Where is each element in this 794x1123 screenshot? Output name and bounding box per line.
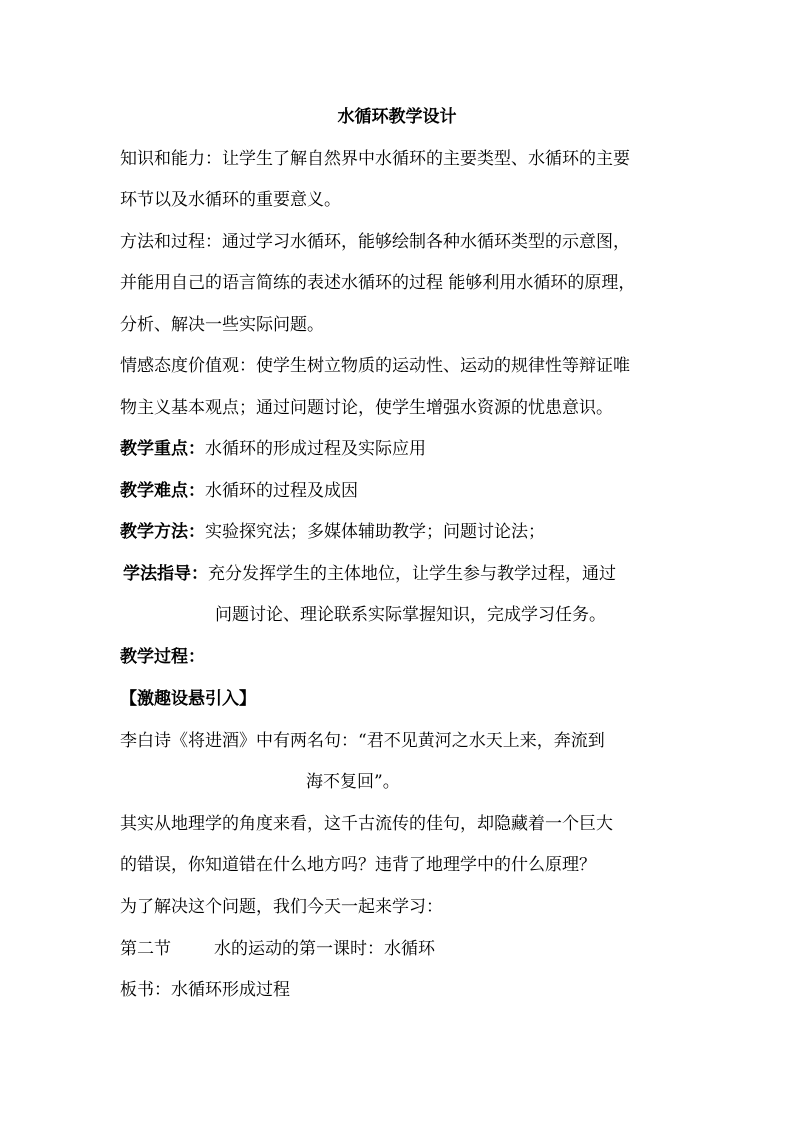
study-guide-text-1: 充分发挥学生的主体地位，让学生参与教学过程，通过 bbox=[208, 564, 616, 584]
section-line bbox=[120, 938, 435, 960]
difficulty-label: 教学难点： bbox=[120, 481, 205, 501]
solve-line: 为了解决这个问题，我们今天一起来学习： bbox=[120, 897, 443, 917]
difficulty-text: 水循环的过程及成因 bbox=[205, 481, 358, 501]
section-number: 第二节 bbox=[120, 939, 171, 959]
difficulty-line bbox=[120, 480, 358, 502]
method-line-2: 并能用自己的语言简练的表述水循环的过程 能够利用水循环的原理， bbox=[120, 273, 636, 293]
question-line-1: 其实从地理学的角度来看，这千古流传的佳句，却隐藏着一个巨大 bbox=[120, 814, 613, 834]
study-guide-line-2: 问题讨论、理论联系实际掌握知识，完成学习任务。 bbox=[215, 605, 606, 625]
emotion-line-2: 物主义基本观点；通过问题讨论，使学生增强水资源的忧患意识。 bbox=[120, 398, 613, 418]
study-guide-line-1 bbox=[123, 563, 616, 585]
study-guide-label: 学法指导： bbox=[123, 564, 208, 584]
intro-heading: 【激趣设悬引入】 bbox=[120, 689, 256, 709]
board-line: 板书：水循环形成过程 bbox=[120, 980, 290, 1000]
poem-line-1: 李白诗《将进酒》中有两名句：“君不见黄河之水天上来，奔流到 bbox=[120, 731, 605, 751]
knowledge-text-1: ：让学生了解自然界中水循环的主要类型、水循环的主要 bbox=[205, 149, 630, 169]
poem-line-2: 海不复回”。 bbox=[306, 772, 400, 792]
knowledge-line-2: 环节以及水循环的重要意义。 bbox=[120, 190, 341, 210]
teaching-method-label: 教学方法： bbox=[120, 522, 205, 542]
key-point-text: 水循环的形成过程及实际应用 bbox=[205, 439, 426, 459]
question-line-2: 的错误，你知道错在什么地方吗？违背了地理学中的什么原理？ bbox=[120, 855, 596, 875]
process-label: 教学过程： bbox=[120, 647, 205, 667]
teaching-method-line bbox=[120, 521, 545, 543]
emotion-label: 情感态度价值观 bbox=[120, 356, 239, 376]
method-line-1: 方法和过程：通过学习水循环，能够绘制各种水循环类型的示意图， bbox=[120, 232, 630, 252]
document-title: 水循环教学设计 bbox=[337, 107, 457, 127]
method-line-3: 分析、解决一些实际问题。 bbox=[120, 315, 324, 335]
key-point-label: 教学重点： bbox=[120, 439, 205, 459]
section-title: 水的运动的第一课时：水循环 bbox=[214, 939, 435, 959]
emotion-line-1 bbox=[120, 355, 630, 377]
key-point-line bbox=[120, 438, 426, 460]
emotion-text-1: ：使学生树立物质的运动性、运动的规律性等辩证唯 bbox=[239, 356, 630, 376]
knowledge-label: 知识和能力 bbox=[120, 149, 205, 169]
teaching-method-text: 实验探究法；多媒体辅助教学；问题讨论法； bbox=[205, 522, 545, 542]
knowledge-line-1 bbox=[120, 148, 630, 170]
